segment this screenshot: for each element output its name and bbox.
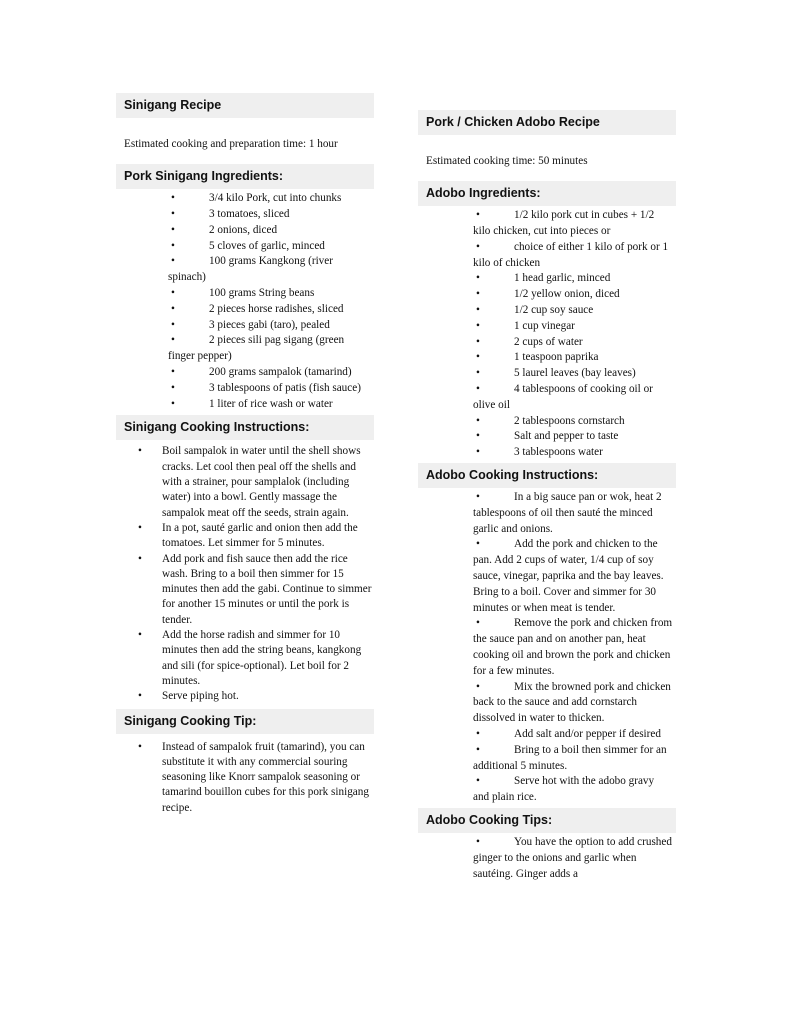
- bullet-icon: •: [476, 335, 480, 348]
- ingredient-item: [168, 239, 368, 255]
- sinigang-column: [116, 93, 374, 820]
- bullet-icon: •: [171, 302, 175, 315]
- ingredient-item-text: 1 liter of rice wash or water: [209, 397, 333, 410]
- ingredient-item: [168, 333, 368, 365]
- instruction-item: [473, 616, 673, 679]
- adobo-title: Pork / Chicken Adobo Recipe: [418, 110, 676, 135]
- sinigang-tip-header: Sinigang Cooking Tip:: [116, 709, 374, 734]
- instruction-item-text: Add the pork and chicken to the pan. Add 2 cups of water, 1/4 cup of soy sauce, vinegar, paprika and the bay leaves. Bring to a boil. Cover and simmer for 30 minutes or when meat is tender.: [473, 538, 664, 614]
- bullet-icon: •: [476, 351, 480, 364]
- ingredient-item: [473, 382, 673, 414]
- instruction-item-text: Serve piping hot.: [162, 690, 239, 703]
- instruction-item-text: Serve hot with the adobo gravy and plain rice.: [473, 775, 655, 804]
- adobo-time: Estimated cooking time: 50 minutes: [426, 155, 588, 167]
- ingredient-item-text: choice of either 1 kilo of pork or 1 kilo of chicken: [473, 240, 669, 269]
- tip-item: [116, 740, 372, 816]
- ingredient-item: [473, 319, 673, 335]
- ingredient-item-text: 1/2 kilo pork cut in cubes + 1/2 kilo chicken, cut into pieces or: [473, 209, 655, 238]
- ingredient-item-text: 2 tablespoons cornstarch: [514, 414, 625, 427]
- ingredient-item-text: 2 cups of water: [514, 335, 583, 348]
- ingredient-item-text: 2 onions, diced: [209, 223, 278, 236]
- adobo-instructions-list: [473, 490, 673, 806]
- bullet-icon: •: [171, 255, 175, 268]
- ingredient-item-text: 1/2 cup soy sauce: [514, 304, 594, 317]
- instruction-item-text: In a pot, sauté garlic and onion then add the tomatoes. Let simmer for 5 minutes.: [162, 521, 358, 550]
- sinigang-title: Sinigang Recipe: [116, 93, 374, 118]
- bullet-icon: •: [476, 288, 480, 301]
- adobo-tips-header: Adobo Cooking Tips:: [418, 808, 676, 833]
- bullet-icon: •: [171, 397, 175, 410]
- ingredient-item-text: 5 cloves of garlic, minced: [209, 239, 325, 252]
- bullet-icon: •: [476, 538, 480, 551]
- bullet-icon: •: [476, 617, 480, 630]
- ingredient-item-text: 3 tablespoons of patis (fish sauce): [209, 381, 361, 394]
- instruction-item: [116, 521, 372, 552]
- bullet-icon: •: [476, 775, 480, 788]
- instruction-item: [473, 680, 673, 727]
- bullet-icon: •: [476, 680, 480, 693]
- bullet-icon: •: [171, 192, 175, 205]
- bullet-icon: •: [476, 304, 480, 317]
- bullet-icon: •: [171, 334, 175, 347]
- bullet-icon: •: [476, 835, 480, 848]
- bullet-icon: •: [171, 318, 175, 331]
- instruction-item: [116, 689, 372, 704]
- sinigang-instructions-list: [116, 444, 374, 704]
- bullet-icon: •: [171, 239, 175, 252]
- bullet-icon: •: [476, 728, 480, 740]
- instruction-item: [473, 727, 673, 743]
- adobo-column: [418, 110, 676, 882]
- bullet-icon: •: [476, 367, 480, 380]
- ingredient-item-text: 100 grams Kangkong (river spinach): [168, 255, 333, 284]
- bullet-icon: •: [476, 272, 480, 285]
- ingredient-item-text: 3 tablespoons water: [514, 446, 603, 459]
- ingredient-item: [473, 366, 673, 382]
- sinigang-tips-list: [116, 740, 374, 816]
- bullet-icon: •: [171, 208, 175, 221]
- bullet-icon: •: [171, 287, 175, 300]
- instruction-item: [473, 774, 673, 806]
- ingredient-item: [168, 254, 368, 286]
- ingredient-item: [473, 335, 673, 351]
- bullet-icon: •: [476, 209, 480, 222]
- ingredient-item: [473, 414, 673, 430]
- adobo-ingredients-header: Adobo Ingredients:: [418, 181, 676, 206]
- instruction-item-text: In a big sauce pan or wok, heat 2 tablespoons of oil then sauté the minced garlic and onions.: [473, 491, 662, 535]
- ingredient-item-text: Salt and pepper to taste: [514, 430, 619, 443]
- ingredient-item: [168, 302, 368, 318]
- ingredient-item-text: 200 grams sampalok (tamarind): [209, 366, 352, 379]
- bullet-icon: •: [476, 414, 480, 427]
- ingredient-item-text: 2 pieces sili pag sigang (green finger pepper): [168, 334, 345, 363]
- bullet-icon: •: [476, 446, 480, 459]
- ingredient-item-text: 3 tomatoes, sliced: [209, 208, 290, 221]
- ingredient-item-text: 1/2 yellow onion, diced: [514, 288, 620, 301]
- ingredient-item: [473, 429, 673, 445]
- bullet-icon: •: [138, 521, 142, 534]
- bullet-icon: •: [476, 383, 480, 396]
- ingredient-item-text: 3 pieces gabi (taro), pealed: [209, 318, 330, 331]
- bullet-icon: •: [138, 445, 142, 458]
- instruction-item-text: Add salt and/or pepper if desired: [514, 728, 661, 740]
- instruction-item-text: Add the horse radish and simmer for 10 minutes then add the string beans, kangkong and sili (for spice-optional). Let boil for 2 minutes.: [162, 629, 362, 687]
- bullet-icon: •: [171, 223, 175, 236]
- instruction-item: [116, 628, 372, 689]
- sinigang-ingredients-list: [168, 191, 368, 412]
- instruction-item-text: Add pork and fish sauce then add the rice wash. Bring to a boil then simmer for 15 minutes then add the gabi. Continue to simmer for another 15 minutes or until the pork is tender.: [162, 552, 372, 626]
- instruction-item: [116, 552, 372, 628]
- ingredient-item: [473, 240, 673, 272]
- instruction-item-text: Remove the pork and chicken from the sauce pan and on another pan, heat cooking oil and brown the pork and chicken for a few minutes.: [473, 617, 673, 677]
- ingredient-item: [473, 271, 673, 287]
- ingredient-item-text: 1 cup vinegar: [514, 319, 575, 332]
- ingredient-item: [473, 350, 673, 366]
- tip-item-text: You have the option to add crushed ginger to the onions and garlic when sautéing. Ginger adds a: [473, 835, 672, 880]
- bullet-icon: •: [476, 491, 480, 504]
- adobo-instructions-header: Adobo Cooking Instructions:: [418, 463, 676, 488]
- bullet-icon: •: [138, 690, 142, 703]
- bullet-icon: •: [476, 430, 480, 443]
- ingredient-item-text: 4 tablespoons of cooking oil or olive oil: [473, 383, 653, 411]
- sinigang-time: Estimated cooking and preparation time: 1 hour: [124, 138, 338, 150]
- ingredient-item: [473, 445, 673, 461]
- bullet-icon: •: [138, 552, 142, 565]
- ingredient-item: [168, 286, 368, 302]
- instruction-item-text: Mix the browned pork and chicken back to the sauce and add cornstarch dissolved in water to thicken.: [473, 680, 671, 725]
- ingredient-item: [473, 303, 673, 319]
- adobo-ingredients-list: [473, 208, 673, 461]
- bullet-icon: •: [171, 381, 175, 394]
- tip-item-text: Instead of sampalok fruit (tamarind), you can substitute it with any commercial souring seasoning like Knorr sampalok seasoning or tamarind bouillon cubes for this pork sinigang recipe.: [162, 740, 369, 814]
- ingredient-item: [473, 208, 673, 240]
- ingredient-item: [168, 365, 368, 381]
- instruction-item: [473, 743, 673, 775]
- tip-item: [473, 835, 673, 882]
- ingredient-item-text: 100 grams String beans: [209, 287, 315, 300]
- ingredient-item: [168, 207, 368, 223]
- ingredient-item-text: 2 pieces horse radishes, sliced: [209, 302, 344, 315]
- ingredient-item: [168, 318, 368, 334]
- instruction-item-text: Bring to a boil then simmer for an additional 5 minutes.: [473, 743, 667, 772]
- bullet-icon: •: [138, 740, 142, 753]
- ingredient-item: [168, 191, 368, 207]
- ingredient-item-text: 1 head garlic, minced: [514, 272, 611, 285]
- ingredient-item: [168, 397, 368, 413]
- instruction-item: [473, 537, 673, 616]
- ingredient-item-text: 3/4 kilo Pork, cut into chunks: [209, 192, 342, 205]
- instruction-item: [116, 444, 372, 520]
- bullet-icon: •: [138, 629, 142, 642]
- instruction-item: [473, 490, 673, 537]
- adobo-tips-list: [473, 835, 673, 882]
- sinigang-instructions-header: Sinigang Cooking Instructions:: [116, 415, 374, 440]
- bullet-icon: •: [476, 240, 480, 253]
- ingredient-item-text: 1 teaspoon paprika: [514, 351, 599, 364]
- sinigang-ingredients-header: Pork Sinigang Ingredients:: [116, 164, 374, 189]
- ingredient-item: [473, 287, 673, 303]
- ingredient-item: [168, 223, 368, 239]
- bullet-icon: •: [476, 743, 480, 756]
- ingredient-item: [168, 381, 368, 397]
- instruction-item-text: Boil sampalok in water until the shell shows cracks. Let cool then peal off the shells and with a strainer, pour samplalok (including water) into a bowl. Gently massage the sampalok meat off the seeds, strain again.: [162, 445, 361, 519]
- bullet-icon: •: [476, 319, 480, 332]
- bullet-icon: •: [171, 366, 175, 379]
- ingredient-item-text: 5 laurel leaves (bay leaves): [514, 367, 636, 380]
